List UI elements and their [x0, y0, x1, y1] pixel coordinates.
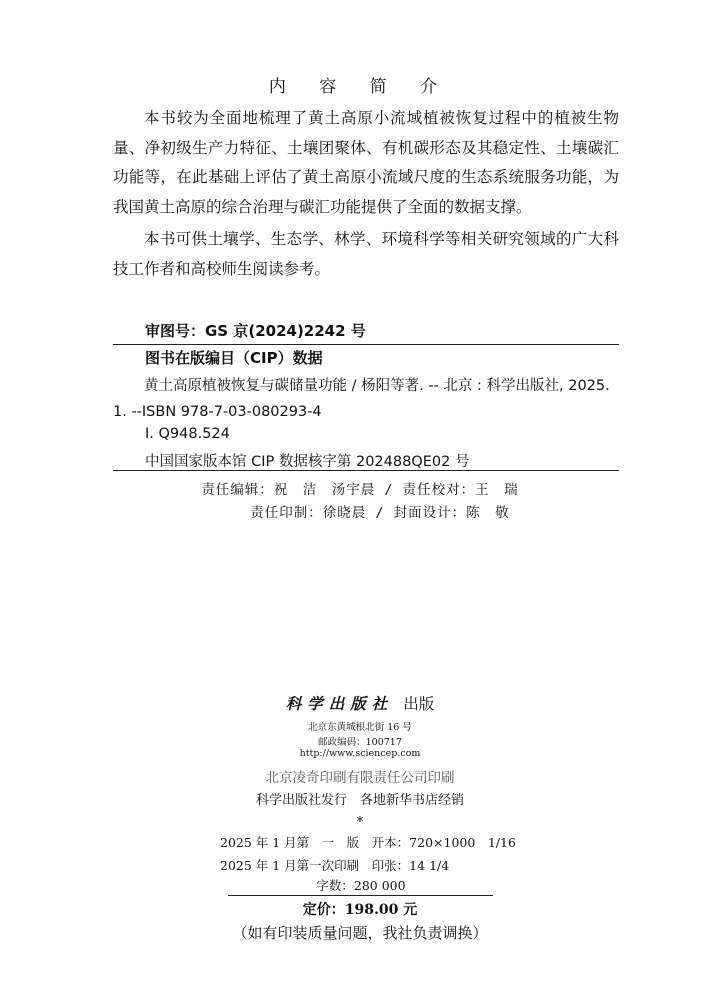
price-divider — [228, 895, 493, 896]
word-count: 字数：280 000 — [316, 878, 406, 893]
publisher-address: 北京东黄城根北街 16 号 — [308, 722, 412, 733]
cip-bottom-divider — [113, 470, 619, 471]
cip-classification: Ⅰ. Q948.524 — [145, 426, 230, 442]
editor-credits: 责任编辑：祝 洁 汤宇晨 / 责任校对：王 瑞 — [201, 482, 519, 498]
production-credits: 责任印制：徐晓晨 / 封面设计：陈 敬 — [250, 505, 510, 521]
publisher-postcode: 邮政编码：100717 — [318, 737, 402, 748]
publisher-url: http://www.sciencep.com — [299, 748, 421, 759]
cip-verify-number: 中国国家版本馆 CIP 数据核字第 202488QE02 号 — [145, 454, 470, 470]
publisher-line — [0, 692, 720, 714]
cip-top-divider — [113, 344, 619, 345]
cip-record: 黄土高原植被恢复与碳储量功能 / 杨阳等著. -- 北京 : 科学出版社, 2025. 1. --ISBN 978-7-03-080293-4 — [113, 378, 610, 420]
cip-heading: 图书在版编目（CIP）数据 — [145, 349, 323, 367]
publisher-logo: 科学出版社 — [285, 694, 394, 713]
publisher-suffix: 出版 — [403, 695, 435, 713]
price: 定价：198.00 元 — [302, 902, 418, 918]
intro-paragraph-1: 本书较为全面地梳理了黄土高原小流域植被恢复过程中的植被生物量、净初级生产力特征、土壤团聚体、有机碳形态及其稳定性、土壤碳汇功能等，在此基础上评估了黄土高原小流域尺度的生态系统服务功能，为我国黄土高原的综合治理与碳汇功能提供了全面的数据支撑。 — [113, 109, 619, 216]
distribution-info: 科学出版社发行 各地新华书店经销 — [255, 793, 464, 808]
page-title: 内 容 简 介 — [268, 77, 452, 97]
separator-star: * — [356, 815, 364, 830]
map-review-number: 审图号：GS 京(2024)2242 号 — [145, 322, 366, 340]
quality-notice: （如有印装质量问题，我社负责调换） — [232, 924, 488, 942]
printer-info: 北京凌奇印刷有限责任公司印刷 — [265, 770, 455, 786]
printing-line: 2025 年 1 月第一次印刷 印张：14 1/4 — [220, 858, 450, 873]
intro-paragraph-2: 本书可供土壤学、生态学、林学、环境科学等相关研究领域的广大科技工作者和高校师生阅读参考。 — [113, 230, 619, 278]
edition-line: 2025 年 1 月第 一 版 开本：720×1000 1/16 — [220, 835, 516, 850]
